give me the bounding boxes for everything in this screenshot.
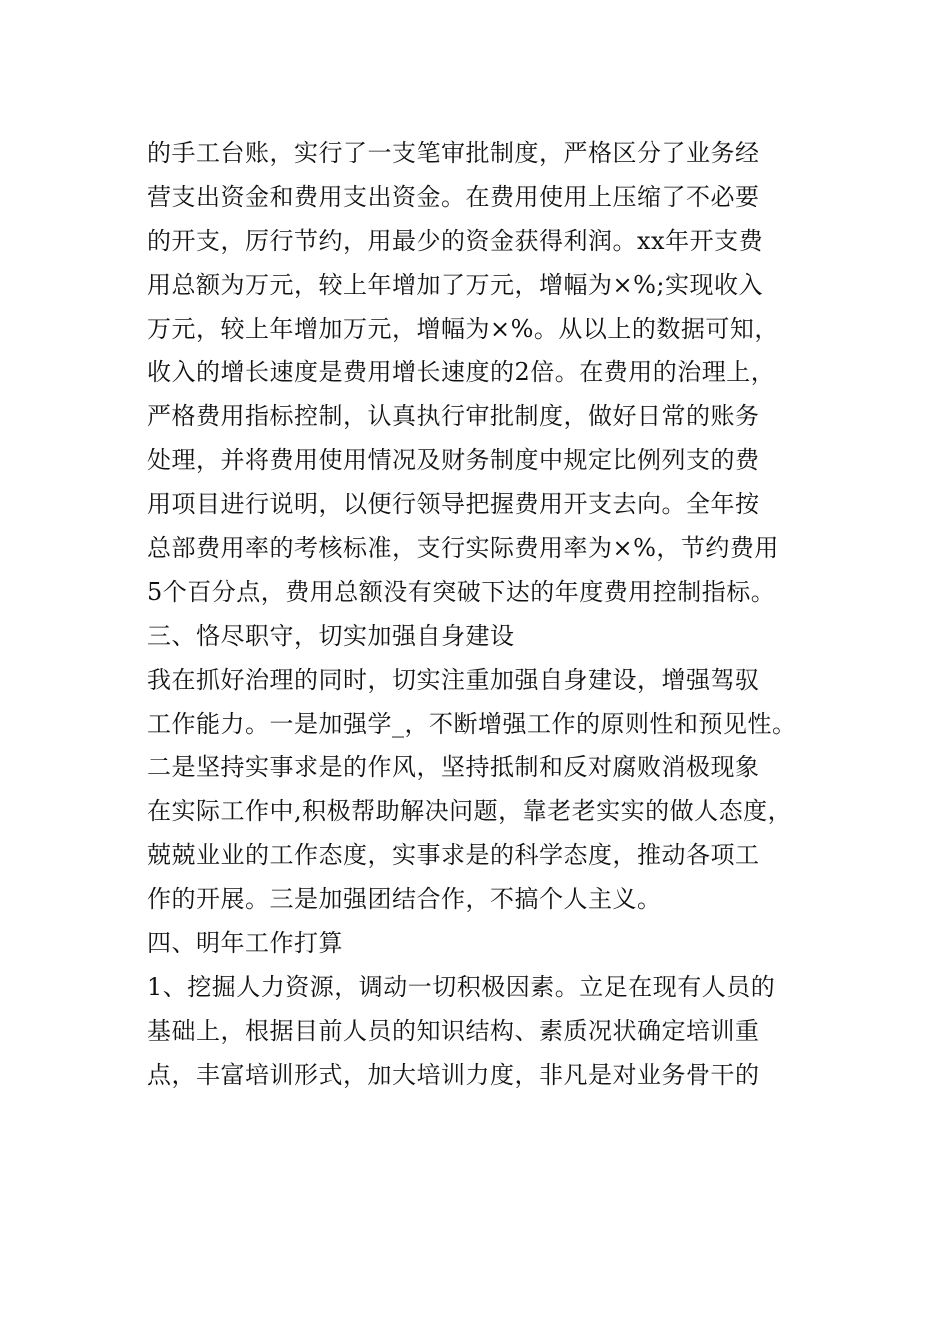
text-line: 的手工台账，实行了一支笔审批制度，严格区分了业务经 [147,139,760,167]
text-line: 我在抓好治理的同时，切实注重加强自身建设，增强驾驭 [147,665,760,694]
text-line: 严格费用指标控制，认真执行审批制度，做好日常的账务 [147,402,760,431]
text-line: 在实际工作中,积极帮助解决问题，靠老老实实的做人态度， [147,797,793,826]
text-line: 兢兢业业的工作态度，实事求是的科学态度，推动各项工 [147,841,760,870]
text-line: 用项目进行说明，以便行领导把握费用开支去向。全年按 [147,490,760,519]
text-line: 万元，较上年增加万元，增幅为×%。从以上的数据可知， [147,314,779,343]
text-line: 总部费用率的考核标准，支行实际费用率为×%，节约费用 [147,534,779,563]
section-heading-4: 四、明年工作打算 [147,929,343,958]
document-body [147,132,827,1098]
text-line: 用总额为万元，较上年增加了万元，增幅为×%;实现收入 [147,270,763,299]
text-line: 营支出资金和费用支出资金。在费用使用上压缩了不必要 [147,182,760,211]
text-line: 的开支，厉行节约，用最少的资金获得利润。xx年开支费 [147,226,764,255]
text-line: 基础上，根据目前人员的知识结构、素质况状确定培训重 [147,1016,760,1045]
text-line: 作的开展。三是加强团结合作，不搞个人主义。 [147,885,662,914]
text-line: 收入的增长速度是费用增长速度的2倍。在费用的治理上， [147,358,776,387]
text-line: 点，丰富培训形式，加大培训力度，非凡是对业务骨干的 [147,1060,760,1089]
text-line: 工作能力。一是加强学_，不断增强工作的原则性和预见性。 [147,709,797,738]
text-line: 二是坚持实事求是的作风，坚持抵制和反对腐败消极现象 [147,753,760,782]
text-line: 处理，并将费用使用情况及财务制度中规定比例列支的费 [147,446,760,475]
section-heading-3: 三、恪尽职守，切实加强自身建设 [147,621,515,650]
text-line: 5个百分点，费用总额没有突破下达的年度费用控制指标。 [147,577,776,606]
text-line: 1、挖掘人力资源，调动一切积极因素。立足在现有人员的 [147,972,776,1001]
